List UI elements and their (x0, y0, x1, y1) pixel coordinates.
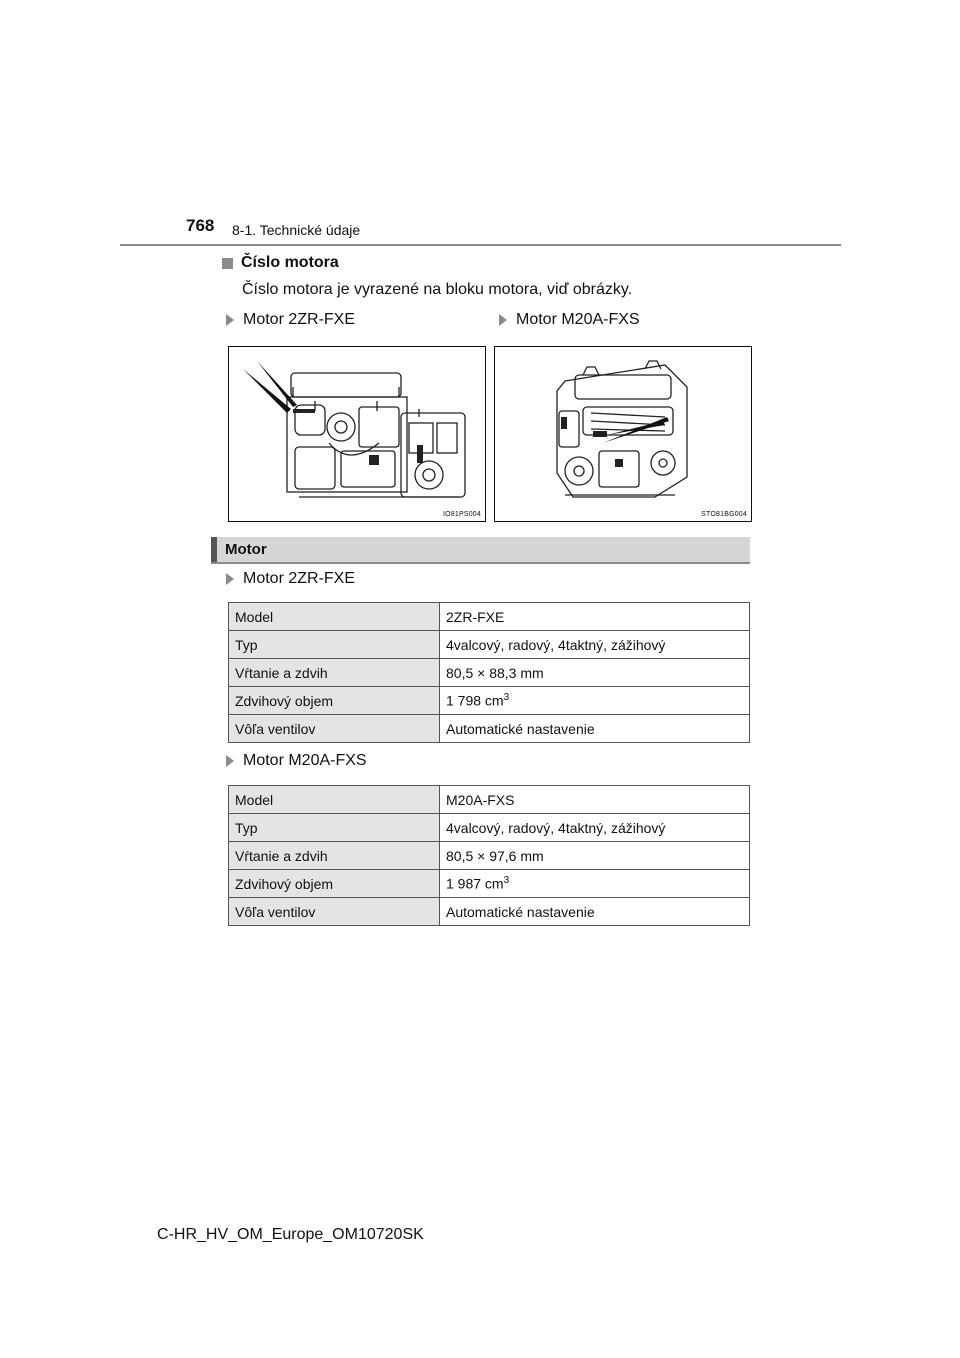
document-id: C-HR_HV_OM_Europe_OM10720SK (157, 1226, 424, 1243)
spec-value: M20A-FXS (440, 786, 750, 814)
unit-exponent: 3 (503, 875, 510, 887)
spec-value (440, 687, 750, 715)
engine-2zr-illustration (229, 347, 485, 521)
spec-key: Vôľa ventilov (229, 715, 440, 743)
table-label-2zr-text: Motor 2ZR-FXE (243, 570, 356, 587)
table-row (229, 870, 750, 898)
displacement-value: 1 987 cm (446, 875, 504, 892)
figure-code: STO81BG004 (701, 511, 747, 518)
spec-value: 80,5 × 88,3 mm (440, 659, 750, 687)
triangle-bullet-icon (226, 573, 234, 585)
table-row (229, 687, 750, 715)
engine-m20a-illustration (495, 347, 751, 521)
square-bullet-icon (222, 258, 233, 269)
spec-key: Typ (229, 814, 440, 842)
displacement-value: 1 798 cm (446, 692, 504, 709)
engine-number-heading-text: Číslo motora (241, 254, 339, 271)
spec-key: Zdvihový objem (229, 687, 440, 715)
spec-key: Model (229, 786, 440, 814)
header-divider (120, 244, 841, 246)
motor-section-title: Motor (225, 541, 267, 558)
table-row (229, 842, 750, 870)
figure-label-m20a-text: Motor M20A-FXS (516, 311, 640, 328)
spec-value: Automatické nastavenie (440, 715, 750, 743)
triangle-bullet-icon (499, 314, 507, 326)
table-row (229, 603, 750, 631)
table-row (229, 631, 750, 659)
engine-m20a-figure (494, 346, 752, 522)
figure-label-m20a (499, 311, 640, 329)
spec-key: Vôľa ventilov (229, 898, 440, 926)
motor-section-header (211, 537, 750, 564)
spec-value (440, 870, 750, 898)
table-row (229, 659, 750, 687)
figure-label-2zr (226, 311, 355, 329)
table-row (229, 898, 750, 926)
spec-table-m20a (228, 785, 750, 926)
spec-value: 2ZR-FXE (440, 603, 750, 631)
table-label-2zr (226, 570, 355, 588)
page-number: 768 (186, 216, 215, 235)
triangle-bullet-icon (226, 755, 234, 767)
figure-code: IO81PS004 (443, 511, 481, 518)
unit-exponent: 3 (503, 692, 510, 704)
figure-label-2zr-text: Motor 2ZR-FXE (243, 311, 356, 328)
section-title: 8-1. Technické údaje (232, 222, 361, 238)
engine-2zr-figure (228, 346, 486, 522)
table-label-m20a-text: Motor M20A-FXS (243, 752, 367, 769)
table-row (229, 786, 750, 814)
engine-number-text: Číslo motora je vyrazené na bloku motora, viď obrázky. (242, 281, 633, 298)
triangle-bullet-icon (226, 314, 234, 326)
spec-key: Model (229, 603, 440, 631)
spec-key: Typ (229, 631, 440, 659)
spec-key: Vŕtanie a zdvih (229, 842, 440, 870)
spec-value: Automatické nastavenie (440, 898, 750, 926)
spec-value: 80,5 × 97,6 mm (440, 842, 750, 870)
spec-table-2zr (228, 602, 750, 743)
spec-key: Zdvihový objem (229, 870, 440, 898)
engine-number-heading (222, 254, 339, 272)
table-row (229, 814, 750, 842)
section-marker (211, 537, 217, 562)
spec-key: Vŕtanie a zdvih (229, 659, 440, 687)
table-row (229, 715, 750, 743)
table-label-m20a (226, 752, 367, 770)
spec-value: 4valcový, radový, 4taktný, zážihový (440, 814, 750, 842)
spec-value: 4valcový, radový, 4taktný, zážihový (440, 631, 750, 659)
